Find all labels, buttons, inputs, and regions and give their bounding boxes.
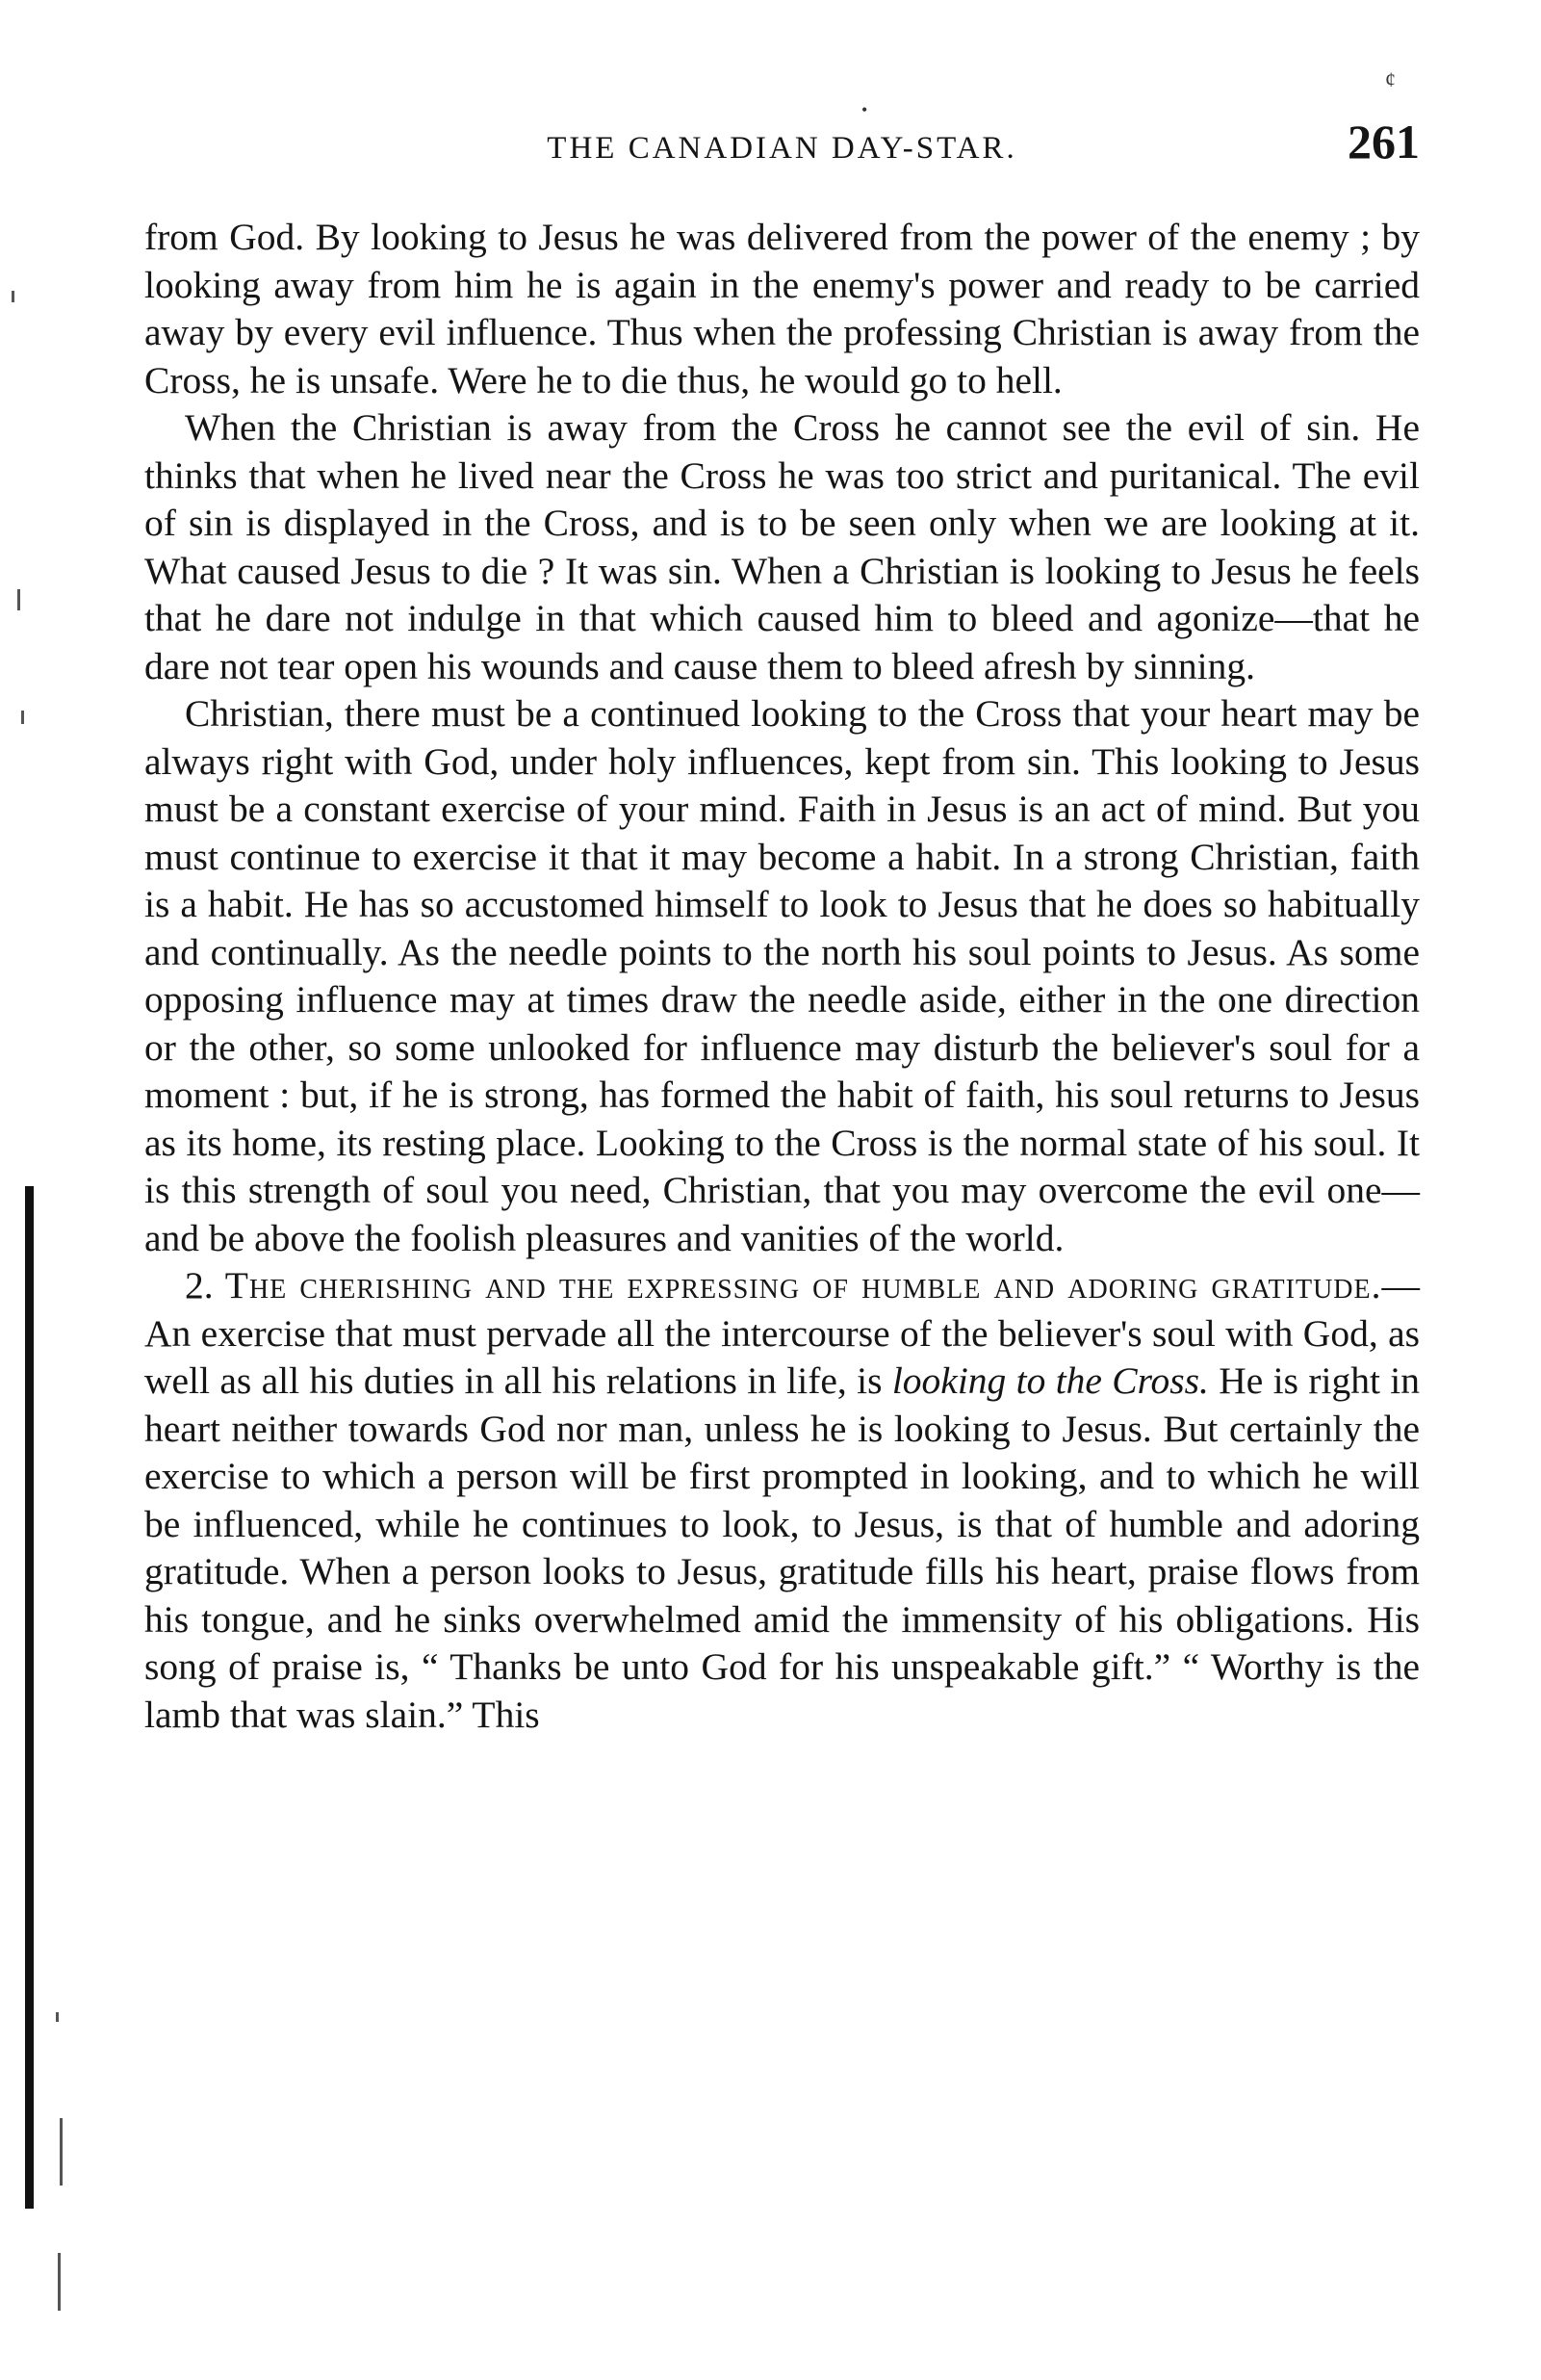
margin-speck bbox=[58, 2253, 61, 2311]
running-head bbox=[144, 114, 1420, 171]
section-number: 2. bbox=[185, 1264, 214, 1306]
corner-mark: ¢ bbox=[1385, 67, 1396, 91]
paragraph-3: Christian, there must be a continued looking to the Cross that your heart may be always right with God, under holy influences, kept from sin. This looking to Jesus must be a constant exercise of your mind. Faith in Jesus is an act of mind. But you must continue to exercise it that it may become a habit. In a strong Christian, faith is a habit. He has so accustomed himself to look to Jesus that he does so habitually and continually. As the needle points to the north his soul points to Jesus. As some opposing influence may at times draw the needle aside, either in the one direction or the other, so some unlooked for influence may disturb the believer's soul for a moment : but, if he is strong, has formed the habit of faith, his soul returns to Jesus as its home, its resting place. Looking to the Cross is the normal state of his soul. It is this strength of soul you need, Christian, that you may overcome the evil one—and be above the foolish pleasures and vanities of the world. bbox=[144, 692, 1420, 1259]
margin-scan-bar bbox=[25, 1186, 34, 2209]
margin-speck bbox=[17, 589, 20, 610]
emphasis-looking-to-cross: looking to the Cross. bbox=[891, 1359, 1209, 1402]
margin-speck bbox=[56, 2012, 59, 2022]
body-text bbox=[144, 214, 1420, 1739]
margin-speck bbox=[21, 711, 24, 724]
ink-dot: • bbox=[861, 100, 868, 119]
paragraph-4 bbox=[144, 1262, 1420, 1739]
section-heading: The cherishing and the expressing of humble and adoring gratitude. bbox=[224, 1264, 1382, 1306]
paragraph-2: When the Christian is away from the Cross he cannot see the evil of sin. He thinks that when he lived near the Cross he was too strict and puritanical. The evil of sin is displayed in the Cross, and is to be seen only when we are looking at it. What caused Jesus to die ? It was sin. When a Christian is looking to Jesus he feels that he dare not indulge in that which caused him to bleed and agonize—that he dare not tear open his wounds and cause them to bleed afresh by sinning. bbox=[144, 406, 1420, 687]
book-page bbox=[144, 67, 1421, 1739]
page-number: 261 bbox=[1348, 115, 1420, 168]
margin-speck bbox=[60, 2118, 63, 2186]
paragraph-4-text-a: —An exercise that must pervade all the intercourse of the believer's soul with God, as well as all his duties in all his relations in life, is bbox=[144, 1264, 1421, 1402]
paragraph-4-text-b: He is right in heart neither towards God nor man, unless he is looking to Jesus. But certainly the exercise to which a person will be first prompted in looking, and to which he will be influenced, while he continues to look, to Jesus, is that of humble and adoring gratitude. When a person looks to Jesus, gratitude fills his heart, praise flows from his tongue, and he sinks overwhelmed amid the immensity of his obligations. His song of praise is, “ Thanks be unto God for his unspeakable gift.” “ Worthy is the lamb that was slain.” This bbox=[144, 1359, 1421, 1736]
paragraph-1: from God. By looking to Jesus he was delivered from the power of the enemy ; by looking away from him he is again in the enemy's power and ready to be carried away by every evil influence. Thus when the professing Christian is away from the Cross, he is unsafe. Were he to die thus, he would go to hell. bbox=[144, 216, 1420, 401]
margin-speck bbox=[12, 291, 14, 302]
running-title: THE CANADIAN DAY-STAR. bbox=[547, 131, 1017, 166]
